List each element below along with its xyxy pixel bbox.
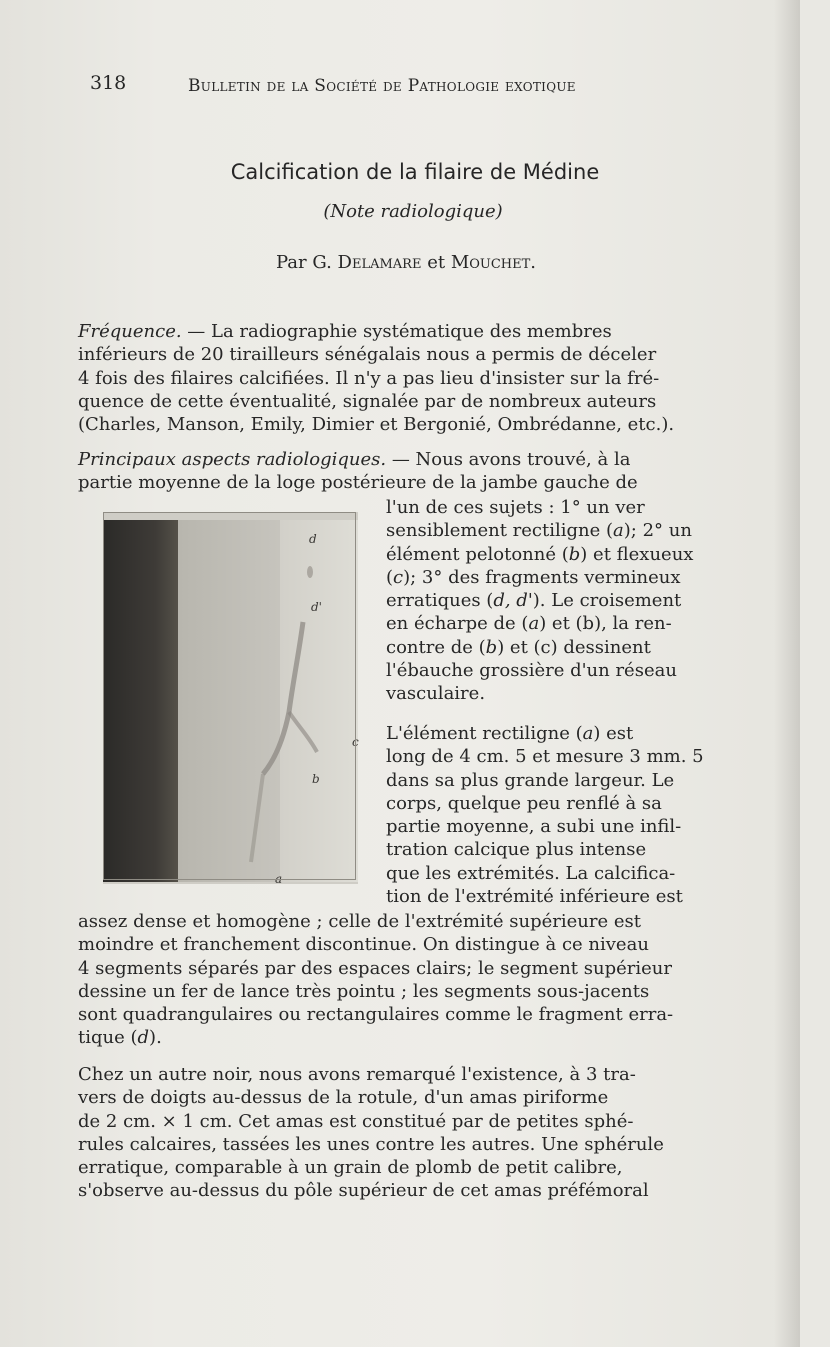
paragraph-element-full (78, 910, 734, 1050)
authors-join: et (427, 252, 446, 273)
text-run: ) et (b), la ren- (539, 613, 672, 635)
text-run: Chez un autre noir, nous avons remarqué l'existence, à 3 tra- (78, 1064, 636, 1085)
text-line (78, 1063, 734, 1086)
text-run: moindre et franchement discontinue. On distingue à ce niveau (78, 934, 649, 956)
italic-run: Fréquence. (78, 321, 182, 342)
text-line (78, 1133, 734, 1156)
text-line (386, 862, 730, 885)
italic-run: a (582, 723, 594, 744)
text-run: ) est (593, 723, 634, 744)
text-line (386, 566, 730, 589)
text-run: 4 fois des filaires calcifiées. Il n'y a pas lieu d'insister sur la fré- (78, 367, 660, 389)
text-line (386, 589, 730, 612)
text-line (386, 838, 730, 861)
text-line (78, 320, 734, 343)
text-line (78, 933, 734, 956)
text-run: — Nous avons trouvé, à la (386, 449, 631, 470)
text-run: en écharpe de ( (386, 613, 529, 635)
radiograph-figure (103, 512, 358, 884)
text-line (386, 792, 730, 815)
text-line (386, 722, 730, 745)
text-line (78, 1026, 734, 1049)
text-run: tion de l'extrémité inférieure est (386, 886, 683, 908)
text-line (78, 343, 734, 366)
italic-run: b (568, 543, 581, 565)
text-line (78, 390, 734, 413)
figure-label-d-prime: d' (311, 600, 322, 614)
page-number: 318 (90, 72, 127, 94)
figure-label-a: a (275, 872, 283, 886)
text-line (78, 1003, 734, 1026)
text-run: ); 3° des fragments vermineux (403, 566, 681, 588)
text-line (386, 769, 730, 792)
text-line (78, 1086, 734, 1109)
author-2: Mouchet. (450, 252, 537, 273)
author-1: Delamare (337, 252, 422, 273)
figure-label-b: b (312, 772, 320, 786)
text-run: long de 4 cm. 5 et mesure 3 mm. 5 (386, 746, 704, 768)
italic-run: a (613, 520, 624, 542)
radiograph-border (103, 512, 356, 880)
paragraph-frequence (78, 320, 734, 436)
text-line (386, 815, 730, 838)
text-line (78, 448, 734, 471)
text-run: l'un de ces sujets : 1° un ver (386, 497, 645, 518)
text-run: inférieurs de 20 tirailleurs sénégalais nous a permis de déceler (78, 344, 657, 366)
italic-run: d, d' (493, 590, 533, 612)
text-run: s'observe au-dessus du pôle supérieur de cet amas préfémoral (78, 1180, 649, 1202)
running-header (90, 72, 650, 102)
text-line (78, 413, 734, 436)
text-run: sont quadrangulaires ou rectangulaires comme le fragment erra- (78, 1004, 674, 1026)
text-line (386, 682, 730, 705)
text-run: de 2 cm. × 1 cm. Cet amas est constitué par de petites sphé- (78, 1110, 634, 1132)
text-line (78, 1179, 734, 1202)
text-run: l'ébauche grossière d'un réseau (386, 660, 677, 682)
text-run: erratique, comparable à un grain de plomb de petit calibre, (78, 1157, 623, 1179)
text-run: 4 segments séparés par des espaces clairs; le segment supérieur (78, 957, 672, 979)
text-line (78, 910, 734, 933)
text-run: (Charles, Manson, Emily, Dimier et Bergonié, Ombrédanne, etc.). (78, 414, 675, 436)
text-run: assez dense et homogène ; celle de l'extrémité supérieure est (78, 911, 641, 932)
text-run: L'élément rectiligne ( (386, 723, 583, 744)
text-run: ) et flexueux (580, 543, 694, 565)
running-title: Bulletin de la Société de Pathologie exotique (188, 76, 576, 96)
text-run: rules calcaires, tassées les unes contre les autres. Une sphérule (78, 1133, 664, 1155)
text-run: ). Le croisement (532, 590, 682, 612)
text-line (386, 745, 730, 768)
text-run: corps, quelque peu renflé à sa (386, 792, 662, 814)
italic-run: c (393, 566, 404, 588)
text-run: tique ( (78, 1027, 138, 1049)
text-run: tration calcique plus intense (386, 839, 647, 861)
text-run: erratiques ( (386, 590, 494, 612)
article-subtitle: (Note radiologique) (323, 201, 503, 222)
italic-run: d (137, 1027, 150, 1049)
text-run: ) et (c) dessinent (497, 636, 651, 658)
text-run: vasculaire. (386, 683, 486, 705)
text-line (78, 1156, 734, 1179)
text-run: dans sa plus grande largeur. Le (386, 769, 675, 791)
text-line (386, 612, 730, 635)
text-run: — La radiographie systématique des membres (181, 321, 612, 342)
text-line (78, 367, 734, 390)
figure-label-c: c (352, 735, 359, 749)
text-line (78, 957, 734, 980)
italic-run: a (528, 613, 540, 635)
text-line (386, 519, 730, 542)
article-title: Calcification de la filaire de Médine (230, 160, 600, 184)
figure-label-d: d (309, 532, 317, 546)
text-line (386, 543, 730, 566)
text-run: élément pelotonné ( (386, 543, 569, 565)
text-line (386, 885, 730, 908)
text-line (386, 636, 730, 659)
paragraph-aspects-full (78, 448, 734, 495)
text-line (78, 471, 734, 494)
text-run: contre de ( (386, 636, 486, 658)
text-run: quence de cette éventualité, signalée par de nombreux auteurs (78, 390, 657, 412)
authors-prefix: Par G. (275, 252, 332, 273)
text-run: dessine un fer de lance très pointu ; les segments sous-jacents (78, 980, 650, 1002)
paragraph-autre-noir (78, 1063, 734, 1203)
text-run: ); 2° un (623, 520, 692, 542)
text-line (386, 659, 730, 682)
text-line (78, 1110, 734, 1133)
text-run: vers de doigts au-dessus de la rotule, d'un amas piriforme (78, 1087, 609, 1109)
italic-run: b (485, 636, 498, 658)
text-run: ( (386, 566, 394, 588)
paragraph-element-narrow (386, 722, 730, 908)
text-run: que les extrémités. La calcifica- (386, 862, 676, 884)
text-run: partie moyenne, a subi une infil- (386, 816, 682, 838)
italic-run: Principaux aspects radiologiques. (78, 449, 387, 470)
text-line (386, 496, 730, 519)
article-authors (0, 252, 812, 273)
text-run: ). (149, 1027, 162, 1049)
text-run: partie moyenne de la loge postérieure de la jambe gauche de (78, 472, 638, 494)
paragraph-aspects-narrow (386, 496, 730, 706)
text-run: sensiblement rectiligne ( (386, 520, 614, 542)
text-line (78, 980, 734, 1003)
